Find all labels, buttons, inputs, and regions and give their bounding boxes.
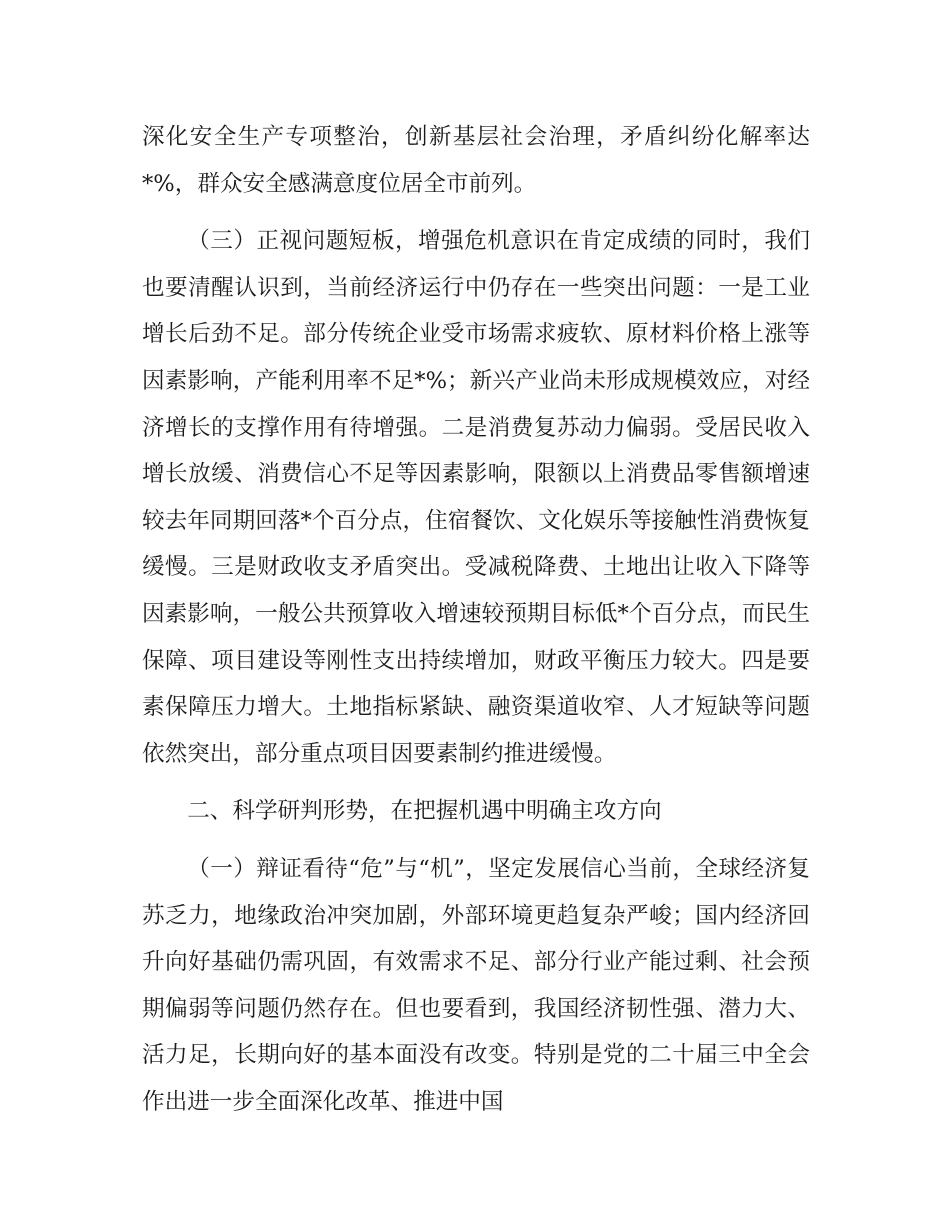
section-heading-two: 二、科学研判形势，在把握机遇中明确主攻方向 bbox=[187, 798, 662, 825]
document-page bbox=[142, 114, 810, 1136]
paragraph-section-one-crisis-opportunity: （一）辩证看待“危”与“机”，坚定发展信心当前，全球经济复苏乏力，地缘政治冲突加剧，外部环境更趋复杂严峻；国内经济回升向好基础仍需巩固，有效需求不足、部分行业产能过剩、社会预期偏弱等问题仍然存在。但也要看到，我国经济韧性强、潜力大、活力足，长期向好的基本面没有改变。特别是党的二十届三中全会作出进一步全面深化改革、推进中国 bbox=[142, 855, 810, 1115]
paragraph-section-three-problems: （三）正视问题短板，增强危机意识在肯定成绩的同时，我们也要清醒认识到，当前经济运行中仍存在一些突出问题：一是工业增长后劲不足。部分传统企业受市场需求疲软、原材料价格上涨等因素影响，产能利用率不足*%；新兴产业尚未形成规模效应，对经济增长的支撑作用有待增强。二是消费复苏动力偏弱。受居民收入增长放缓、消费信心不足等因素影响，限额以上消费品零售额增速较去年同期回落*个百分点，住宿餐饮、文化娱乐等接触性消费恢复缓慢。三是财政收支矛盾突出。受减税降费、土地出让收入下降等因素影响，一般公共预算收入增速较预期目标低*个百分点，而民生保障、项目建设等刚性支出持续增加，财政平衡压力较大。四是要素保障压力增大。土地指标紧缺、融资渠道收窄、人才短缺等问题依然突出，部分重点项目因要素制约推进缓慢。 bbox=[142, 228, 810, 767]
paragraph-continuation: 深化安全生产专项整治，创新基层社会治理，矛盾纠纷化解率达*%，群众安全感满意度位居全市前列。 bbox=[142, 124, 810, 197]
